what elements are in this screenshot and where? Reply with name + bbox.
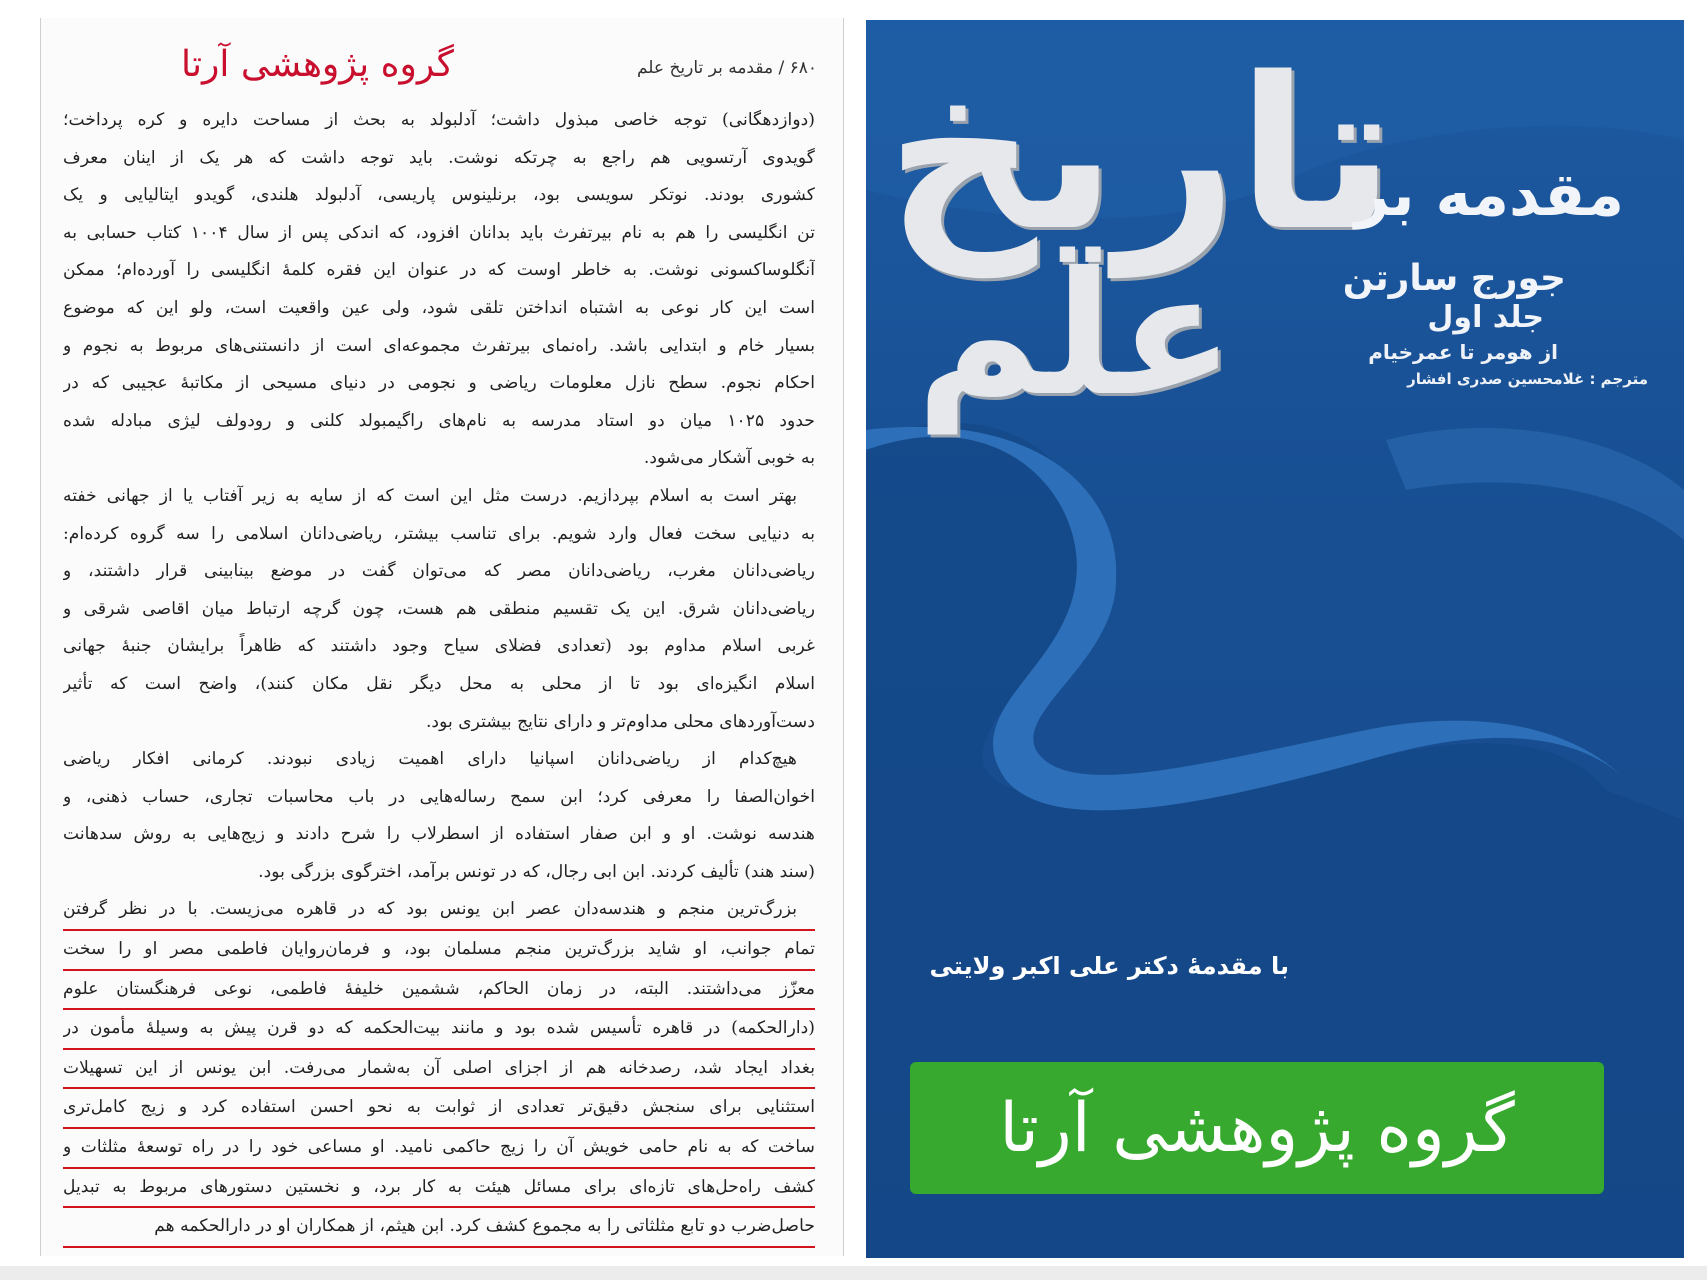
text-line: ریاضی‌دانان مغرب، ریاضی‌دانان مصر که می‌توان گفت در موضع بینابینی قرار داشتند، و <box>63 561 815 582</box>
paragraph <box>63 102 815 478</box>
text-line: احکام نجوم. سطح نازل معلومات ریاضی و نجومی در دنیای مسیحی از مکاتبهٔ عجیبی که در <box>63 373 815 394</box>
text-line: بسیار خام و ابتدایی باشد. راه‌نمای بیرتفرث مجموعه‌ای است از دانستنی‌های مربوط به نجوم و <box>63 335 815 356</box>
text-line: (سند هند) تألیف کردند. ابن ابی رجال، که در تونس برآمد، اخترگوی بزرگی بود. <box>258 861 815 882</box>
text-line: بهتر است به اسلام بپردازیم. درست مثل این است که از سایه به زیر آفتاب یا از جهانی خفته <box>63 485 797 506</box>
text-line: به دنیایی سخت فعال وارد شویم. برای تناسب بیشتر، ریاضی‌دانان اسلامی را سه گروه کرده‌ام: <box>63 523 815 544</box>
cover-intro: با مقدمهٔ دکتر علی اکبر ولایتی <box>929 952 1289 980</box>
cover-subtitle: از هومر تا عمرخیام <box>1368 340 1558 364</box>
text-line: دست‌آوردهای محلی مداوم‌تر و دارای نتایج بیشتری بود. <box>425 711 815 732</box>
book-page <box>40 18 844 1256</box>
text-line: (دوازدهگانی) توجه خاصی مبذول داشت؛ آدلبولد به بحث از مساحت دایره و کره پرداخت؛ <box>63 110 815 130</box>
text-line: حدود ۱۰۲۵ میان دو استاد مدرسه به نام‌های راگیمبولد کلنی و رودولف لیژی مبادله شده <box>63 410 815 431</box>
text-line: کشف راه‌حل‌های تازه‌ای برای مسائل هیئت به کار برد، و نخستین دستورهای مربوط به تبدیل <box>63 1169 815 1209</box>
watermark-badge-text: گروه پژوهشی آرتا <box>999 1088 1515 1168</box>
cover-title-prefix: مقدمه بر <box>1354 160 1624 230</box>
text-line: ریاضی‌دانان شرق. این یک تقسیم منطقی هم هست، چون گرچه ارتباط میان اقاصی شرقی و <box>63 598 815 619</box>
cover-title-word-1: تاریخ <box>886 32 1395 277</box>
text-line: تمام جوانب، او شاید بزرگ‌ترین منجم مسلمان بود، و فرمان‌روایان فاطمی مصر او را سخت <box>63 931 815 971</box>
text-line: کشوری بودند. نوتکر سویسی بود، برنلینوس پاریسی، آدلبولد هلندی، گویدو ایتالیایی و یک <box>63 185 815 206</box>
text-line: آنگلوساکسونی نوشت. به خاطر اوست که در عنوان این فقره کلمهٔ انگلیسی را آورده‌ام؛ ممکن <box>63 260 815 281</box>
cover-author: جورج سارتن <box>1342 258 1566 299</box>
text-line: بزرگ‌ترین منجم و هندسه‌دان عصر ابن یونس بود که در قاهره می‌زیست. با در نظر گرفتن <box>63 891 815 931</box>
cover-volume: جلد اول <box>1427 300 1544 335</box>
text-line: ساخت که به نام حامی خویش آن را زیج حاکمی نامید. او مساعی خود را در راه توسعهٔ مثلثات و <box>63 1129 815 1169</box>
body-text <box>63 102 815 1248</box>
cover-title-word-2: علم <box>916 236 1235 434</box>
watermark-badge <box>910 1062 1604 1194</box>
cover-translator: مترجم : غلامحسین صدری افشار <box>1407 370 1648 388</box>
text-line: گویدوی آرتسویی هم راجع به چرتکه نوشت. باید توجه داشت که هر یک از اینان معرف <box>63 147 815 168</box>
text-line: استثنایی برای سنجش دقیق‌تر تعدادی از ثوابت به نحو احسن استفاده کرد و زیج کامل‌تری <box>63 1089 815 1129</box>
text-line: بغداد ایجاد شد، رصدخانه هم از اجزای اصلی آن به‌شمار می‌رفت. ابن یونس از این تسهیلات <box>63 1050 815 1090</box>
bottom-strip <box>0 1266 1707 1280</box>
text-line: به خوبی آشکار می‌شود. <box>643 448 815 469</box>
text-line: معزّز می‌داشتند. البته، در زمان الحاکم، ششمین خلیفهٔ فاطمی، نوعی فرهنگستان علوم <box>63 971 815 1011</box>
text-line: حاصل‌ضرب دو تابع مثلثاتی را به مجموع کشف کرد. ابن هیثم، از همکاران او در دارالحکمه هم <box>63 1208 815 1248</box>
watermark-text: گروه پژوهشی آرتا <box>181 44 454 85</box>
text-line: تن انگلیسی را هم به نام بیرتفرث باید بدانان افزود، که اندکی پس از سال ۱۰۰۴ کتاب حسابی به <box>63 222 815 243</box>
text-line: هیچ‌کدام از ریاضی‌دانان اسپانیا دارای اهمیت زیادی نبودند. کرمانی افکار ریاضی <box>63 749 797 770</box>
paragraph <box>63 741 815 891</box>
text-line: اسلام انگیزه‌ای بود تا از محلی به محل دیگر نقل مکان کنند)، واضح است که تأثیر <box>63 673 815 694</box>
text-line: اخوان‌الصفا را معرفی کرد؛ ابن سمح رساله‌هایی در باب محاسبات تجاری، حساب ذهنی، و <box>63 786 815 807</box>
running-header: ۶۸۰ / مقدمه بر تاریخ علم <box>636 58 817 78</box>
text-line: است این کار نوعی به اشتباه انداختن تلقی شود، ولی عین واقعیت است، ولو این که موضوع <box>63 297 815 318</box>
text-line: غربی اسلام مداوم بود (تعدادی فضلای سیاح وجود داشتند که ظاهراً برایشان جنبهٔ جهانی <box>63 636 815 657</box>
text-line: هندسه نوشت. او و ابن صفار استفاده از اسطرلاب را شرح دادند و زیج‌هایی به روش سدهانت <box>63 824 815 845</box>
text-line: (دارالحکمه) در قاهره تأسیس شده بود و مانند بیت‌الحکمه که دو قرن پیش به وسیلهٔ مأمون در <box>63 1010 815 1050</box>
paragraph <box>63 478 815 741</box>
paragraph <box>63 891 815 1247</box>
